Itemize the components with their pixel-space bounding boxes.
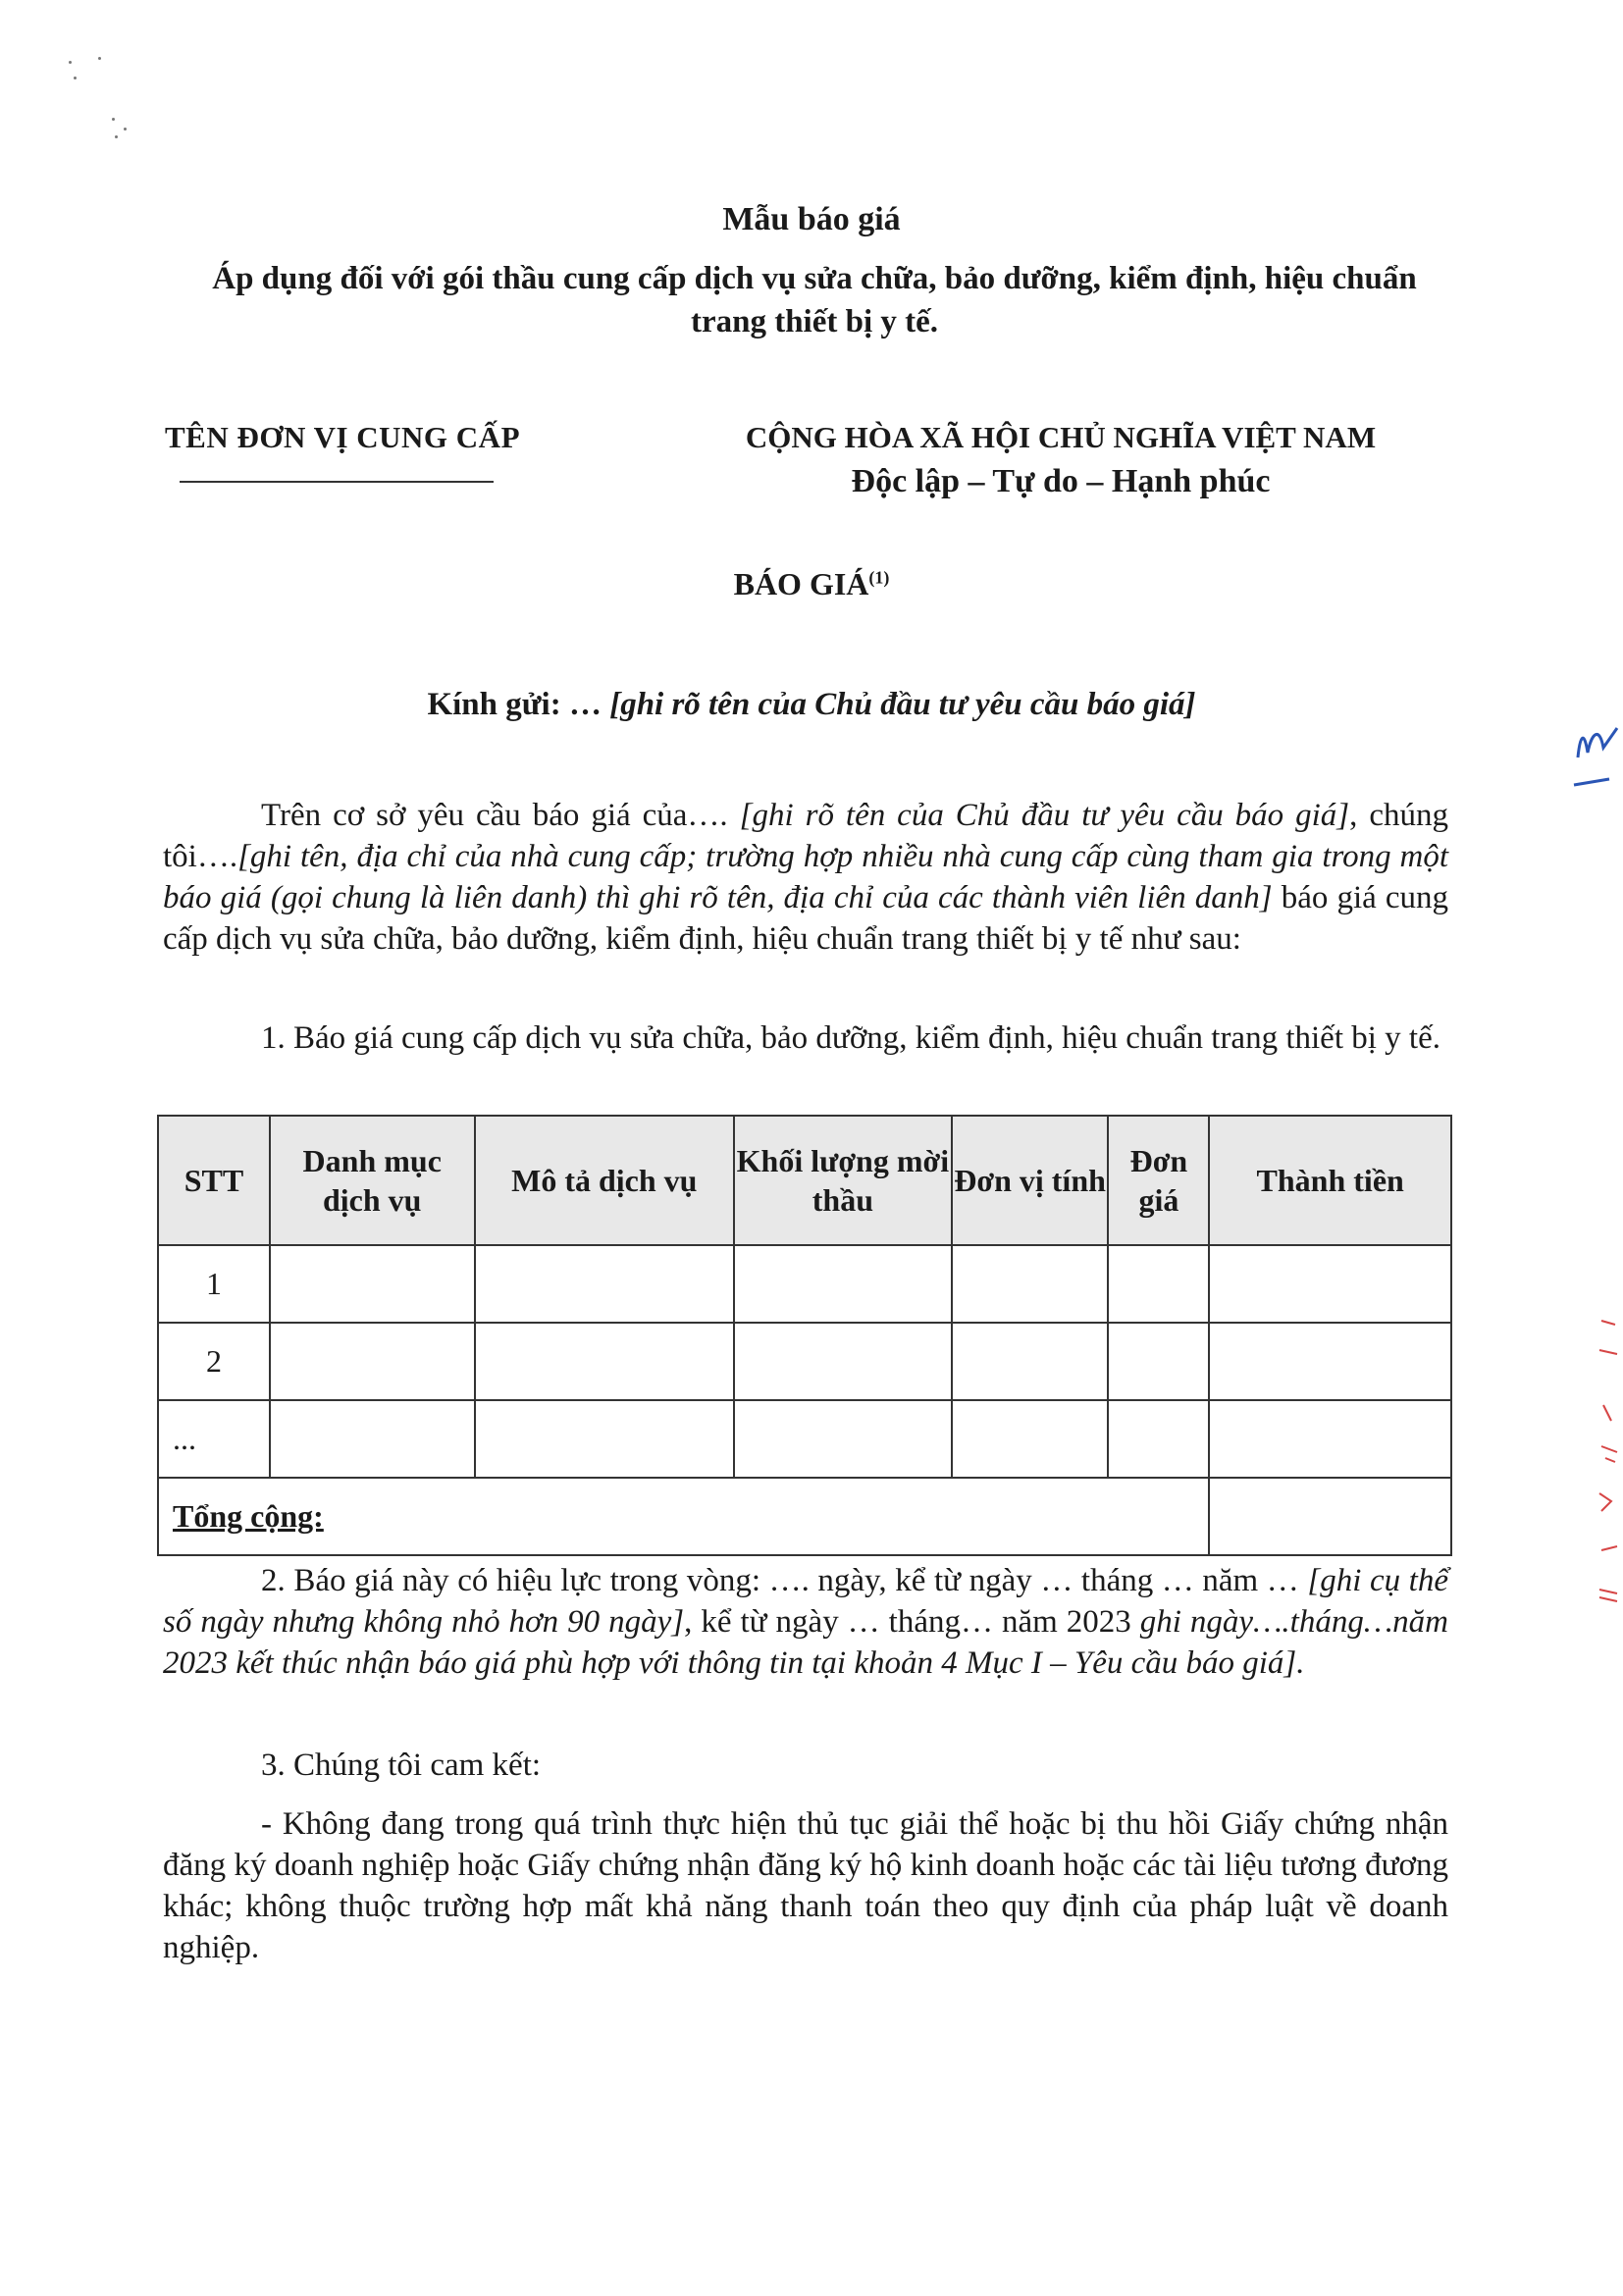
table-row [158, 1323, 1451, 1400]
table-total-row [158, 1478, 1451, 1555]
table-cell[interactable] [952, 1400, 1109, 1478]
red-pen-marks-icon [1588, 1315, 1623, 1609]
table-cell[interactable] [1108, 1245, 1209, 1323]
header-service-description: Mô tả dịch vụ [475, 1116, 735, 1245]
form-title: Mẫu báo giá [722, 201, 901, 237]
table-cell[interactable] [270, 1245, 475, 1323]
table-cell[interactable] [475, 1400, 735, 1478]
table-header-row [158, 1116, 1451, 1245]
nation-motto: Độc lập – Tự do – Hạnh phúc [851, 463, 1271, 499]
scan-speck [98, 57, 101, 60]
nation-name: CỘNG HÒA XÃ HỘI CHỦ NGHĨA VIỆT NAM [745, 420, 1377, 454]
table-cell[interactable] [475, 1245, 735, 1323]
section-3-item-1: - Không đang trong quá trình thực hiện thủ tục giải thể hoặc bị thu hồi Giấy chứng nhận đăng ký doanh nghiệp hoặc Giấy chứng nhận đăng ký hộ kinh doanh hoặc các tài liệu tương đương khác; không thuộc trường hợp mất khả năng thanh toán theo quy định của pháp luật về doanh nghiệp. [163, 1806, 1448, 1965]
table-cell[interactable] [952, 1245, 1109, 1323]
total-label: Tổng cộng: [158, 1478, 1209, 1555]
table-cell[interactable] [1209, 1323, 1451, 1400]
intro-text-1: Trên cơ sở yêu cầu báo giá của…. [261, 798, 728, 833]
row-stt: 2 [158, 1323, 270, 1400]
header-service-category: Danh mục dịch vụ [270, 1116, 475, 1245]
intro-text-3: , chúng tôi…. [163, 798, 1449, 874]
table-cell[interactable] [952, 1323, 1109, 1400]
section-2-text-c: , kể từ ngày … tháng… năm 2023 [684, 1604, 1140, 1640]
footnote-marker: (1) [868, 567, 890, 588]
header-unit-price: Đơn giá [1108, 1116, 1209, 1245]
row-stt: ... [158, 1400, 270, 1478]
intro-paragraph [163, 795, 1448, 960]
intro-text-5: báo giá cung cấp dịch vụ sửa chữa, bảo dưỡng, kiểm định, hiệu chuẩn trang thiết bị y tế như sau: [163, 880, 1448, 957]
table-cell[interactable] [734, 1245, 952, 1323]
table-cell[interactable] [270, 1323, 475, 1400]
table-cell[interactable] [734, 1400, 952, 1478]
section-2-text-a: 2. Báo giá này có hiệu lực trong vòng: …. ngày, kể từ ngày … tháng … năm … [261, 1563, 1308, 1598]
table-row [158, 1245, 1451, 1323]
document-title-text: BÁO GIÁ [733, 566, 869, 601]
section-2-text-b: [ghi cụ thể số ngày nhưng không nhỏ hơn 90 ngày] [163, 1563, 1448, 1640]
supplier-unit-name: TÊN ĐƠN VỊ CUNG CẤP [165, 420, 521, 454]
section-2 [163, 1560, 1448, 1684]
table-cell[interactable] [1108, 1400, 1209, 1478]
intro-text-2: [ghi rõ tên của Chủ đầu tư yêu cầu báo giá] [739, 798, 1350, 833]
recipient-value: [ghi rõ tên của Chủ đầu tư yêu cầu báo giá] [609, 687, 1196, 722]
document-title [0, 566, 1623, 602]
quote-table [157, 1115, 1452, 1556]
section-3-heading: 3. Chúng tôi cam kết: [261, 1748, 542, 1783]
scan-speck [74, 77, 77, 79]
row-stt: 1 [158, 1245, 270, 1323]
handwritten-mark-icon [1570, 699, 1623, 807]
table-cell[interactable] [1209, 1400, 1451, 1478]
form-subtitle: Áp dụng đối với gói thầu cung cấp dịch vụ sửa chữa, bảo dưỡng, kiểm định, hiệu chuẩn trang thiết bị y tế. [212, 261, 1417, 339]
scan-speck [112, 118, 115, 121]
header-amount: Thành tiền [1209, 1116, 1451, 1245]
table-cell[interactable] [734, 1323, 952, 1400]
header-stt: STT [158, 1116, 270, 1245]
section-2-text-d: ghi ngày….tháng…năm 2023 kết thúc nhận báo giá phù hợp với thông tin tại khoản 4 Mục I – Yêu cầu báo giá]. [163, 1604, 1449, 1681]
scan-speck [69, 61, 72, 64]
header-unit: Đơn vị tính [952, 1116, 1109, 1245]
section-1: 1. Báo giá cung cấp dịch vụ sửa chữa, bảo dưỡng, kiểm định, hiệu chuẩn trang thiết bị y tế. [261, 1020, 1440, 1056]
scan-speck [115, 135, 118, 138]
table-row [158, 1400, 1451, 1478]
total-amount-cell[interactable] [1209, 1478, 1451, 1555]
recipient-line [0, 687, 1623, 723]
scan-speck [124, 128, 127, 130]
table-cell[interactable] [1108, 1323, 1209, 1400]
intro-text-4: [ghi tên, địa chỉ của nhà cung cấp; trường hợp nhiều nhà cung cấp cùng tham gia trong một báo giá (gọi chung là liên danh) thì ghi rõ tên, địa chỉ của các thành viên liên danh] [163, 839, 1448, 915]
recipient-label: Kính gửi: … [427, 687, 602, 722]
supplier-underline [180, 481, 494, 483]
table-cell[interactable] [1209, 1245, 1451, 1323]
header-quantity: Khối lượng mời thầu [734, 1116, 952, 1245]
table-cell[interactable] [475, 1323, 735, 1400]
table-cell[interactable] [270, 1400, 475, 1478]
